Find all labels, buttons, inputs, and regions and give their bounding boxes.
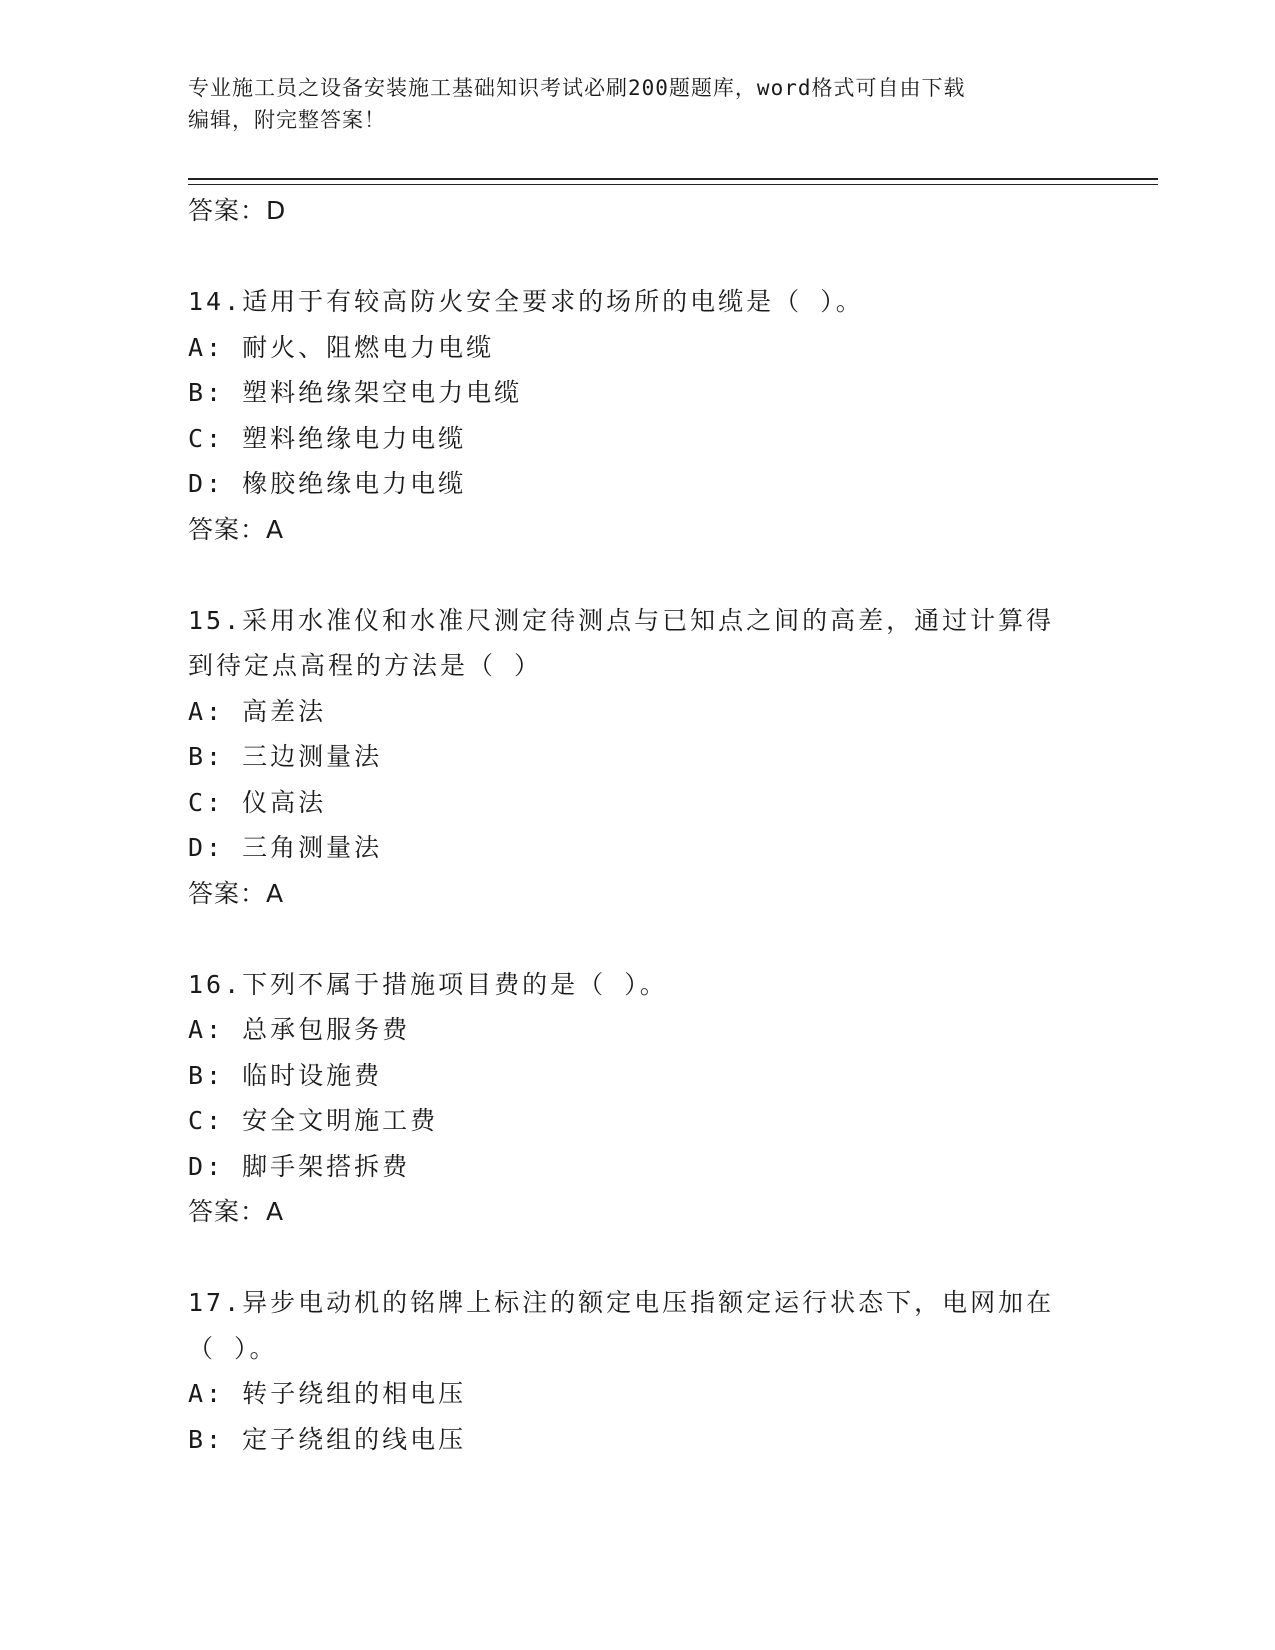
question-stem: 17.异步电动机的铭牌上标注的额定电压指额定运行状态下，电网加在 <box>188 1288 1055 1317</box>
option-c: C: 仪高法 <box>188 787 327 817</box>
option-b: B: 临时设施费 <box>188 1060 383 1090</box>
question-stem: 15.采用水准仪和水准尺测定待测点与已知点之间的高差，通过计算得 <box>188 605 1055 635</box>
option-d: D: 三角测量法 <box>188 833 383 862</box>
answer-line: 答案：A <box>188 878 285 908</box>
question-stem-continued: （ ）。 <box>188 1333 278 1363</box>
answer-line: 答案：A <box>188 514 285 544</box>
question-15 <box>188 598 1088 917</box>
option-a: A: 耐火、阻燃电力电缆 <box>188 332 495 362</box>
header-title-line-1: 专业施工员之设备安装施工基础知识考试必刷200题题库，word格式可自由下载 <box>188 76 966 100</box>
option-b: B: 定子绕组的线电压 <box>188 1424 467 1454</box>
question-14 <box>188 279 1088 552</box>
header-divider-thin <box>188 184 1158 185</box>
option-c: C: 塑料绝缘电力电缆 <box>188 423 467 453</box>
option-a: A: 高差法 <box>188 696 327 726</box>
spacer <box>188 916 1088 962</box>
option-a: A: 总承包服务费 <box>188 1015 411 1044</box>
option-d: D: 橡胶绝缘电力电缆 <box>188 469 467 498</box>
answer-line: 答案：A <box>188 1197 285 1226</box>
question-16 <box>188 962 1088 1235</box>
spacer <box>188 552 1088 598</box>
option-b: B: 塑料绝缘架空电力电缆 <box>188 378 523 407</box>
answer-line-13: 答案：D <box>188 196 287 225</box>
question-stem: 16.下列不属于措施项目费的是（ ）。 <box>188 969 668 999</box>
option-c: C: 安全文明施工费 <box>188 1106 439 1135</box>
document-header <box>188 72 1068 136</box>
header-divider-thick <box>188 178 1158 180</box>
question-list <box>188 188 1088 1462</box>
header-title-line-2: 编辑，附完整答案！ <box>188 108 386 132</box>
question-17 <box>188 1280 1088 1462</box>
spacer <box>188 1235 1088 1281</box>
option-d: D: 脚手架搭拆费 <box>188 1151 411 1181</box>
spacer <box>188 234 1088 280</box>
question-stem-continued: 到待定点高程的方法是（ ） <box>188 651 543 680</box>
option-a: A: 转子绕组的相电压 <box>188 1379 467 1408</box>
question-stem: 14.适用于有较高防火安全要求的场所的电缆是（ ）。 <box>188 287 864 316</box>
option-b: B: 三边测量法 <box>188 742 383 771</box>
